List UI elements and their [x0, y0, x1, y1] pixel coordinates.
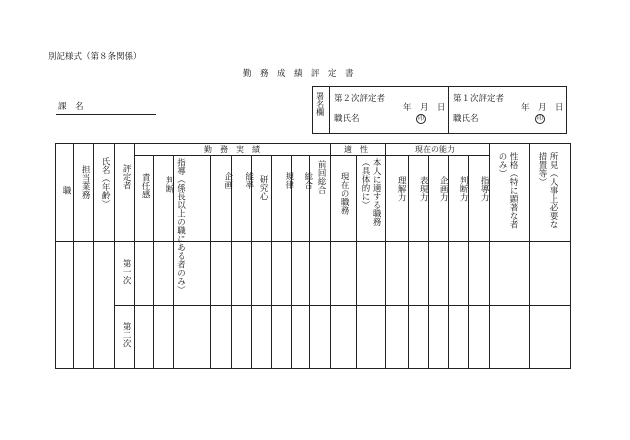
form-title: 勤 務 成 績 評 定 書 — [243, 69, 354, 79]
col-comprehension: 理解力 — [396, 176, 407, 202]
first-rater-date: 年 月 日 — [521, 103, 564, 113]
signature-stamp-label: 署名欄 — [315, 92, 325, 116]
col-research: 研究心 — [258, 175, 269, 201]
rater-first: 第一次 — [121, 259, 132, 285]
section-underline — [56, 114, 156, 115]
header-name-age: 氏名（年齢） — [100, 157, 111, 208]
first-rater-title: 第１次評定者 — [453, 94, 505, 104]
col-judgment: 判断 — [164, 176, 175, 193]
group-aptitude-header: 適 性 — [344, 145, 368, 154]
col-responsibility: 責任感 — [140, 173, 151, 199]
section-label: 課 名 — [58, 102, 84, 112]
form-label: 別記様式（第８条関係） — [48, 52, 142, 62]
col-remarks: 所見（人事上必要な措置等） — [537, 152, 559, 229]
col-guidance: 指導（係長以上の職にある者のみ） — [175, 158, 186, 294]
col-efficiency: 能率 — [243, 172, 254, 189]
group-work-header: 勤 務 実 績 — [204, 145, 260, 154]
col-suitable-duty: 本人に適する職務（具体的に） — [360, 158, 382, 226]
col-discipline: 規律 — [283, 172, 294, 189]
col-judgment-ability: 判断力 — [458, 176, 469, 202]
col-leadership: 指導力 — [479, 176, 490, 202]
col-character: 性格（特に顕著な者のみ） — [497, 152, 519, 229]
col-overall: 総合 — [302, 172, 313, 189]
col-planning-ability: 企画力 — [438, 176, 449, 202]
col-current-duty: 現在の職務 — [339, 172, 350, 215]
second-rater-title: 第２次評定者 — [334, 94, 386, 104]
col-planning: 企画 — [222, 172, 233, 189]
first-rater-name-label: 職氏名 — [453, 114, 479, 124]
col-previous-overall: 前回総合 — [316, 160, 327, 194]
group-ability-header: 現在の能力 — [415, 145, 455, 154]
col-expression: 表現力 — [418, 176, 429, 202]
header-duty: 担当業務 — [80, 165, 91, 199]
seal-icon: 印 — [536, 115, 543, 122]
second-rater-name-label: 職氏名 — [334, 114, 360, 124]
header-rater: 評定者 — [121, 164, 132, 190]
header-post: 職 — [61, 186, 72, 195]
seal-icon: 印 — [417, 115, 424, 122]
rater-second: 第二次 — [121, 322, 132, 348]
second-rater-date: 年 月 日 — [403, 103, 446, 113]
